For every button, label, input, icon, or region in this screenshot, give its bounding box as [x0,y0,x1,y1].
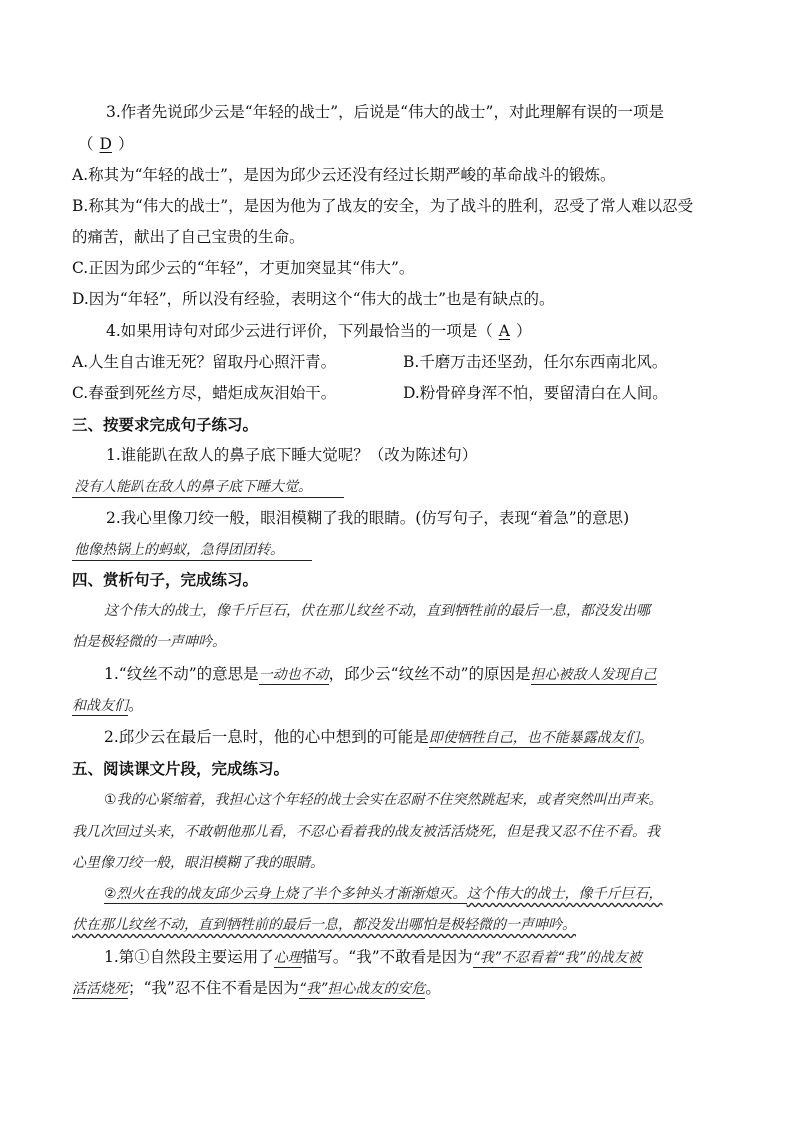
q4-option-b: B.千磨万击还坚劲，任尔东西南北风。 [403,353,668,371]
sec3-a2-line [72,560,312,561]
sec4-q1-answer2-cont: 和战友们 [72,698,128,714]
sec5-q1-cont: 活活烧死；“我”忍不住不看是因为“我”担心战友的安危。 [72,979,441,997]
q4-option-d: D.粉骨碎身浑不怕，要留清白在人间。 [403,384,668,402]
section3-title: 三、按要求完成句子练习。 [72,415,259,434]
q3-option-b-line2: 的痛苦，献出了自己宝贵的生命。 [72,228,305,246]
sec4-q1: 1.“纹丝不动”的意思是一动也不动，邱少云“纹丝不动”的原因是担心被敌人发现自己 [104,665,657,683]
sec4-q2: 2.邱少云在最后一息时，他的心中想到的可能是即使牺牲自己，也不能暴露战友们。 [104,728,655,746]
q4-option-a: A.人生自古谁无死？留取丹心照汗青。 [72,353,337,371]
sec5-q1-answer2: “我”不忍看着“我”的战友被 [472,950,642,966]
sec5-p1-line2: 我几次回过头来，不敢朝他那儿看，不忍心看着我的战友被活活烧死，但是我又忍不住不看。我 [72,824,660,840]
sec5-q1: 1.第①自然段主要运用了心理描写。“我”不敢看是因为“我”不忍看着“我”的战友被 [104,948,642,966]
q3-answer: D [99,135,112,153]
sec4-quote-line1: 这个伟大的战士，像千斤巨石，伏在那儿纹丝不动，直到牺牲前的最后一息，都没发出哪 [104,603,650,619]
sec3-a2: 他像热锅上的蚂蚁，急得团团转。 [74,542,284,558]
sec5-p1-line3: 心里像刀绞一般，眼泪模糊了我的眼睛。 [72,855,324,871]
q3-stem: 3.作者先说邱少云是“年轻的战士”，后说是“伟大的战士”，对此理解有误的一项是 [106,103,664,121]
sec5-q1-answer2-cont: 活活烧死 [72,981,128,997]
sec3-q2: 2.我心里像刀绞一般，眼泪模糊了我的眼睛。(仿写句子，表现“着急”的意思) [106,509,630,527]
sec5-p1-line1: ①我的心紧缩着，我担心这个年轻的战士会实在忍耐不住突然跳起来，或者突然叫出声来。 [104,792,663,808]
q3-option-c: C.正因为邱少云的“年轻”，才更加突显其“伟大”。 [72,259,415,277]
q3-option-a: A.称其为“年轻的战士”，是因为邱少云还没有经过长期严峻的革命战斗的锻炼。 [72,166,616,184]
sec5-q1-answer3: “我”担心战友的安危 [298,981,426,997]
sec4-q2-answer: 即使牺牲自己，也不能暴露战友们 [428,730,639,746]
section5-title: 五、阅读课文片段，完成练习。 [72,759,290,778]
q4-option-c: C.春蚕到死丝方尽，蜡炬成灰泪始干。 [72,384,337,402]
sec3-a1-line [72,497,344,498]
sec5-p2-line2: 伏在那儿纹丝不动，直到牺牲前的最后一息，都没发出哪怕是极轻微的一声呻吟。 [72,917,576,933]
sec3-a1: 没有人能趴在敌人的鼻子底下睡大觉。 [74,479,312,495]
sec5-p2-line1: ②烈火在我的战友邱少云身上烧了半个多钟头才渐渐熄灭。这个伟大的战士，像千斤巨石， [104,886,663,902]
sec4-quote-line2: 怕是极轻微的一声呻吟。 [72,634,226,650]
q3-option-d: D.因为“年轻”，所以没有经验，表明这个“伟大的战士”也是有缺点的。 [72,290,555,308]
sec4-q1-answer1: 一动也不动 [258,667,329,683]
section4-title: 四、赏析句子，完成练习。 [72,570,259,589]
sec4-q1-cont: 和战友们。 [72,696,144,714]
sec5-q1-answer1: 心理 [273,950,302,966]
sec3-q1: 1.谁能趴在敌人的鼻子底下睡大觉呢？（改为陈述句） [106,446,478,464]
q4-stem: 4.如果用诗句对邱少云进行评价，下列最恰当的一项是（ A ） [106,322,532,340]
q4-answer: A [498,322,510,340]
q3-answer-line: （ D ） [78,135,134,153]
sec4-q1-answer2: 担心被敌人发现自己 [530,667,657,683]
q3-option-b-line1: B.称其为“伟大的战士”，是因为他为了战友的安全，为了战斗的胜利，忍受了常人难以忍受 [72,197,694,215]
